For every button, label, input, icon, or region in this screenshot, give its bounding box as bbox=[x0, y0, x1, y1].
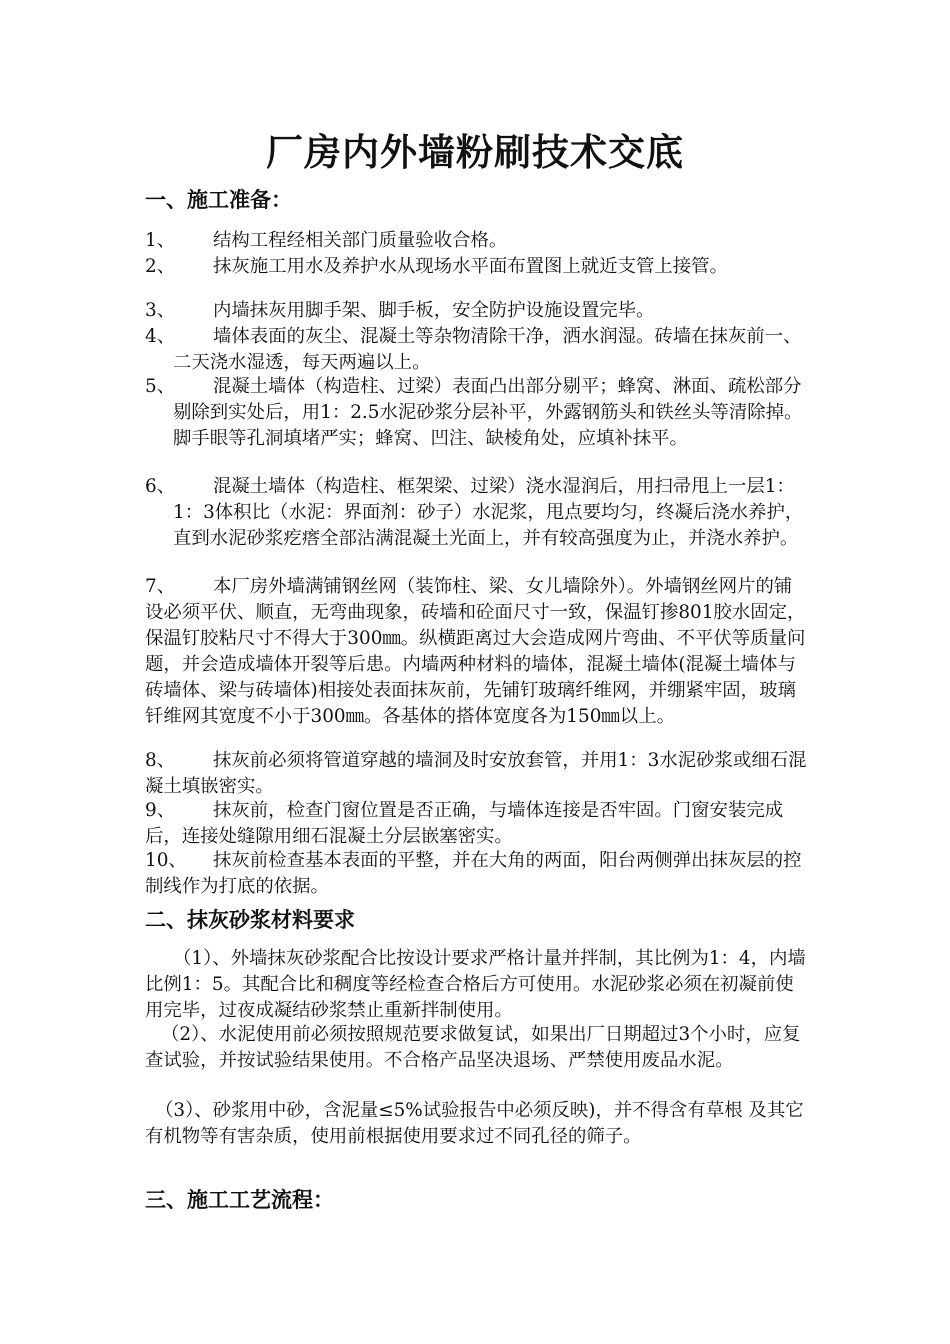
item-text: 墙体表面的灰尘、混凝土等杂物清除干净，洒水润湿。砖墙在抹灰前一、二天浇水湿透，每天两遍以上。 bbox=[173, 326, 802, 373]
section-heading-preparation: 一、施工准备： bbox=[145, 188, 292, 212]
mortar-paragraph-3: （3）、砂浆用中砂，含泥量≤5%试验报告中必须反映)，并不得含有草根 及其它有机物等有害杂质，使用前根据使用要求过不同孔径的筛子。 bbox=[145, 1100, 804, 1147]
document-title: 厂房内外墙粉刷技术交底 bbox=[266, 131, 684, 174]
item-number: 1、 bbox=[145, 230, 176, 251]
item-text: 抹灰前检查基本表面的平整，并在大角的两面，阳台两侧弹出抹灰层的控制线作为打底的依据。 bbox=[145, 850, 802, 897]
item-number: 2、 bbox=[145, 256, 176, 277]
item-number: 8、 bbox=[145, 750, 176, 771]
prep-item-6 bbox=[145, 474, 810, 552]
mortar-paragraph-2: （2）、水泥使用前必须按照规范要求做复试，如果出厂日期超过3个小时，应复查试验，并按试验结果使用。不合格产品坚决退场、严禁使用废品水泥。 bbox=[145, 1024, 801, 1071]
section-heading-mortar: 二、抹灰砂浆材料要求 bbox=[145, 908, 355, 932]
item-number: 9、 bbox=[145, 800, 176, 821]
item-text: 内墙抹灰用脚手架、脚手板，安全防护设施设置完毕。 bbox=[213, 300, 655, 321]
mortar-paragraph-1: （1）、外墙抹灰砂浆配合比按设计要求严格计量并拌制，其比例为1：4，内墙比例1：5。其配合比和稠度等经检查合格后方可使用。水泥砂浆必须在初凝前使用完毕，过夜成凝结砂浆禁止重新拌制使用。 bbox=[145, 948, 806, 1021]
prep-item-5 bbox=[145, 374, 810, 452]
prep-item-10 bbox=[145, 848, 810, 900]
prep-item-4 bbox=[145, 324, 810, 376]
prep-item-8 bbox=[145, 748, 810, 800]
prep-item-7 bbox=[145, 574, 810, 730]
item-number: 7、 bbox=[145, 576, 176, 597]
item-number: 5、 bbox=[145, 376, 176, 397]
item-text: 抹灰施工用水及养护水从现场水平面布置图上就近支管上接管。 bbox=[213, 256, 728, 277]
prep-item-1 bbox=[145, 228, 810, 254]
item-text: 本厂房外墙满铺钢丝网（装饰柱、梁、女儿墙除外）。外墙钢丝网片的铺设必须平伏、顺直，无弯曲现象，砖墙和砼面尺寸一致，保温钉掺801胶水固定，保温钉胶粘尺寸不得大于300㎜。纵横距离过大会造成网片弯曲、不平伏等质量问题，并会造成墙体开裂等后患。内墙两种材料的墙体，混凝土墙体(混凝土墙体与砖墙体、梁与砖墙体)相接处表面抹灰前，先铺钉玻璃纤维网，并绷紧牢固，玻璃钎维网其宽度不小于300㎜。各基体的搭体宽度各为150㎜以上。 bbox=[145, 576, 806, 727]
prep-item-9 bbox=[145, 798, 810, 850]
item-number: 10、 bbox=[145, 850, 187, 871]
item-text: 抹灰前，检查门窗位置是否正确，与墙体连接是否牢固。门窗安装完成后，连接处缝隙用细石混凝土分层嵌塞密实。 bbox=[145, 800, 784, 847]
item-number: 6、 bbox=[145, 476, 176, 497]
item-number: 3、 bbox=[145, 300, 176, 321]
prep-item-2 bbox=[145, 254, 810, 280]
item-text: 混凝土墙体（构造柱、过梁）表面凸出部分剔平；蜂窝、淋面、疏松部分剔除到实处后，用1：2.5水泥砂浆分层补平，外露钢筋头和铁丝头等清除掉。脚手眼等孔洞填堵严实；蜂窝、凹注、缺棱角处，应填补抹平。 bbox=[173, 376, 803, 449]
prep-item-3 bbox=[145, 298, 810, 324]
item-text: 结构工程经相关部门质量验收合格。 bbox=[213, 230, 508, 251]
item-number: 4、 bbox=[145, 326, 176, 347]
item-text: 抹灰前必须将管道穿越的墙洞及时安放套管，并用1：3水泥砂浆或细石混凝土填嵌密实。 bbox=[145, 750, 807, 797]
item-text: 混凝土墙体（构造柱、框架梁、过梁）浇水湿润后，用扫帚甩上一层1：1：3体积比（水泥：界面剂：砂子）水泥浆，甩点要均匀，终凝后浇水养护，直到水泥砂浆疙瘩全部沾满混凝土光面上，并有较高强度为止，并浇水养护。 bbox=[173, 476, 804, 549]
section-heading-process: 三、施工工艺流程： bbox=[145, 1188, 334, 1212]
